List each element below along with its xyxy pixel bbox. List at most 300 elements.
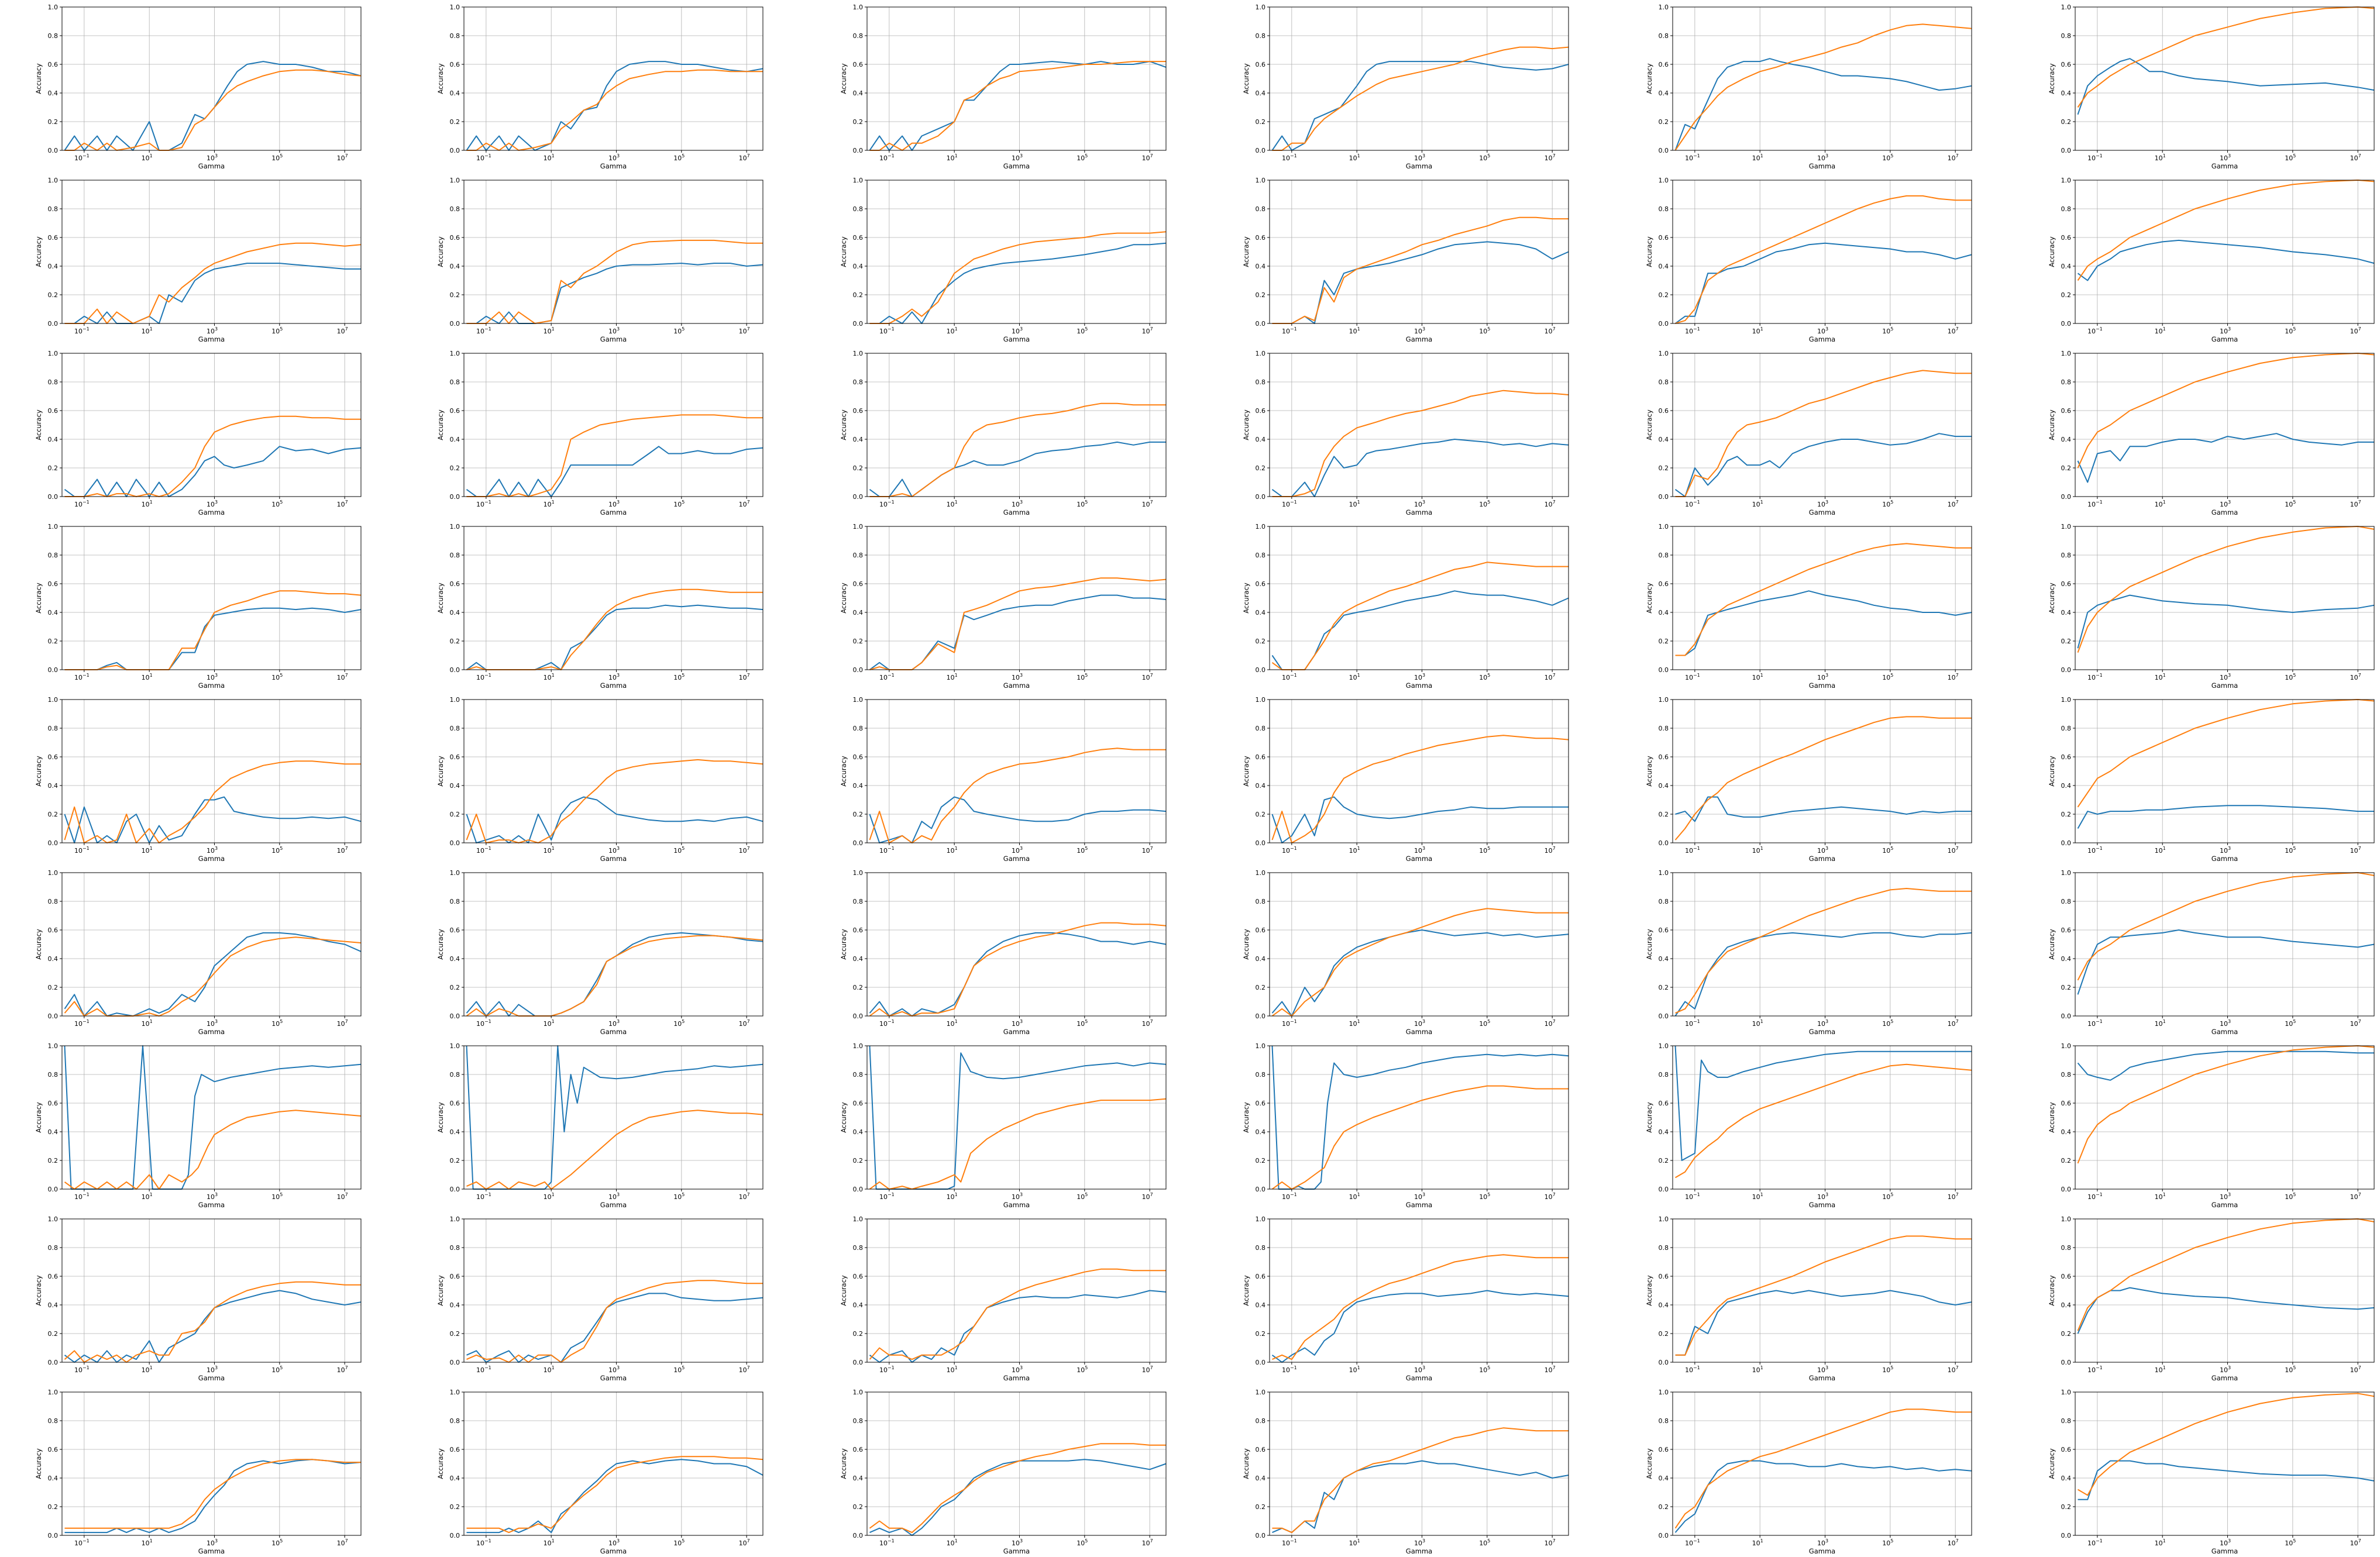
x-tick-exponent: 7 [1955, 1019, 1959, 1024]
y-tick-label: 0.8 [1255, 32, 1265, 40]
y-tick-label: 0.6 [1658, 234, 1669, 242]
y-tick-label: 0.8 [852, 725, 863, 732]
y-tick-label: 0.8 [2061, 552, 2071, 559]
x-tick-label: $10^{-1}$ [476, 1019, 491, 1028]
y-tick-label: 0.6 [47, 580, 58, 588]
axes-frame [464, 1219, 763, 1362]
subplot-r5-c4 [1242, 696, 1569, 863]
x-tick-exponent: 1 [2162, 846, 2166, 851]
x-tick-exponent: 7 [345, 1192, 348, 1197]
x-tick-exponent: 3 [1019, 1019, 1023, 1024]
x-tick-exponent: 5 [1085, 846, 1088, 851]
series-orange-line [65, 70, 362, 150]
x-tick-label: $10^1$ [946, 673, 958, 681]
x-axis-label: Gamma [198, 335, 225, 343]
x-tick-exponent: 7 [2358, 1538, 2361, 1544]
x-tick-label: $10^5$ [1076, 846, 1088, 855]
x-tick-exponent: 3 [1019, 1192, 1023, 1197]
y-tick-label: 0.2 [852, 811, 863, 818]
series-blue-line [2078, 58, 2375, 115]
axes-frame [1270, 1046, 1569, 1189]
y-tick-label: 0.4 [47, 263, 58, 270]
y-tick-label: 0.8 [1255, 1244, 1265, 1252]
y-tick-label: 0.8 [449, 32, 460, 40]
y-tick-label: 0.4 [1255, 955, 1265, 963]
x-tick-exponent: 7 [345, 326, 348, 332]
subplot-r7-c5 [1645, 1042, 1972, 1209]
x-tick-label: $10^7$ [2350, 846, 2361, 855]
y-tick-label: 0.2 [47, 464, 58, 472]
x-tick-label: $10^7$ [1947, 153, 1959, 162]
x-tick-label: $10^{-1}$ [1281, 1019, 1297, 1028]
x-tick-exponent: 3 [1422, 1019, 1426, 1024]
x-tick-label: $10^3$ [608, 500, 620, 508]
x-axis-label: Gamma [2211, 1547, 2238, 1555]
x-axis-label: Gamma [2211, 162, 2238, 170]
x-axis-label: Gamma [1808, 162, 1836, 170]
x-tick-label: $10^1$ [543, 846, 555, 855]
y-tick-label: 0.0 [47, 1012, 58, 1020]
x-tick-label: $10^{-1}$ [74, 500, 90, 508]
x-tick-label: $10^3$ [206, 1192, 218, 1201]
x-tick-exponent: 1 [954, 846, 958, 851]
x-tick-exponent: 1 [551, 1365, 555, 1370]
x-tick-exponent: 7 [1552, 1192, 1556, 1197]
subplot-r9-c1 [35, 1389, 361, 1555]
y-tick-label: 0.4 [47, 955, 58, 963]
y-tick-label: 0.6 [852, 1446, 863, 1453]
y-tick-label: 0.4 [47, 1475, 58, 1482]
x-axis-label: Gamma [600, 508, 627, 516]
x-tick-exponent: 3 [214, 1019, 218, 1024]
x-tick-label: $10^1$ [1349, 500, 1360, 508]
y-axis-label: Accuracy [840, 236, 848, 267]
y-axis-label: Accuracy [2048, 1448, 2056, 1479]
x-tick-exponent: −1 [1289, 153, 1297, 159]
y-tick-label: 0.4 [47, 609, 58, 616]
y-tick-label: 0.6 [1255, 234, 1265, 242]
y-tick-label: 0.0 [1658, 493, 1669, 501]
x-tick-label: $10^{-1}$ [879, 153, 895, 162]
y-tick-label: 0.0 [1255, 147, 1265, 154]
series-blue-line [467, 1459, 763, 1532]
x-axis-label: Gamma [2211, 508, 2238, 516]
x-tick-exponent: 1 [1357, 846, 1360, 851]
y-tick-label: 0.6 [1255, 1273, 1265, 1280]
y-tick-label: 0.8 [852, 205, 863, 213]
y-axis-label: Accuracy [1645, 236, 1653, 267]
x-tick-label: $10^5$ [1882, 153, 1894, 162]
y-tick-label: 0.4 [449, 955, 460, 963]
x-tick-label: $10^7$ [1141, 153, 1153, 162]
y-tick-label: 0.0 [1658, 1012, 1669, 1020]
y-tick-label: 0.8 [2061, 1071, 2071, 1079]
subplot-r7-c1 [35, 1042, 361, 1209]
x-tick-exponent: 7 [747, 846, 750, 851]
x-tick-label: $10^3$ [1413, 326, 1426, 335]
x-axis-label: Gamma [198, 855, 225, 863]
x-tick-exponent: 7 [747, 500, 750, 505]
y-tick-label: 0.6 [1255, 580, 1265, 588]
x-tick-exponent: 7 [345, 1538, 348, 1544]
y-tick-label: 1.0 [2061, 350, 2071, 357]
subplot-r4-c1 [35, 523, 361, 690]
y-tick-label: 0.4 [2061, 1301, 2071, 1309]
y-tick-label: 0.6 [2061, 753, 2071, 761]
y-tick-label: 0.4 [449, 436, 460, 443]
x-tick-label: $10^3$ [1011, 1365, 1023, 1374]
y-tick-label: 0.8 [852, 552, 863, 559]
x-tick-exponent: 5 [682, 326, 685, 332]
y-tick-label: 0.8 [852, 1417, 863, 1425]
series-blue-line [1272, 930, 1569, 1016]
series-orange-line [65, 243, 362, 323]
y-axis-label: Accuracy [2048, 756, 2056, 787]
y-tick-label: 0.0 [2061, 493, 2071, 501]
x-tick-exponent: 7 [2358, 1365, 2361, 1370]
x-tick-exponent: 5 [682, 1192, 685, 1197]
y-tick-label: 0.6 [47, 753, 58, 761]
x-tick-label: $10^3$ [1011, 153, 1023, 162]
y-tick-label: 0.8 [2061, 1244, 2071, 1252]
x-tick-exponent: 1 [149, 1019, 153, 1024]
x-tick-label: $10^3$ [1817, 1365, 1829, 1374]
y-tick-label: 1.0 [852, 1215, 863, 1223]
y-tick-label: 0.8 [47, 205, 58, 213]
x-tick-label: $10^7$ [336, 1365, 348, 1374]
y-tick-label: 0.2 [1658, 1157, 1669, 1165]
x-axis-label: Gamma [1003, 162, 1030, 170]
x-tick-exponent: 3 [616, 846, 620, 851]
x-tick-label: $10^7$ [336, 673, 348, 681]
subplot-r4-c6 [2048, 523, 2374, 690]
x-tick-exponent: 7 [1955, 1365, 1959, 1370]
x-tick-label: $10^1$ [1752, 846, 1763, 855]
x-tick-exponent: 3 [2227, 846, 2231, 851]
x-tick-label: $10^3$ [1413, 1365, 1426, 1374]
y-tick-label: 0.2 [47, 1503, 58, 1511]
y-tick-label: 0.6 [2061, 1273, 2071, 1280]
x-tick-exponent: 3 [2227, 1538, 2231, 1544]
x-tick-exponent: −1 [887, 500, 895, 505]
x-tick-exponent: −1 [1289, 1019, 1297, 1024]
x-tick-exponent: 7 [2358, 500, 2361, 505]
x-tick-exponent: −1 [484, 1019, 491, 1024]
axes-frame [62, 1046, 361, 1189]
series-orange-line [1676, 543, 1972, 655]
y-axis-label: Accuracy [1242, 409, 1250, 440]
x-tick-label: $10^1$ [1349, 153, 1360, 162]
x-tick-label: $10^{-1}$ [1281, 846, 1297, 855]
y-tick-label: 0.6 [1255, 1100, 1265, 1107]
x-tick-exponent: 1 [149, 673, 153, 678]
y-axis-label: Accuracy [840, 756, 848, 787]
y-tick-label: 0.8 [47, 1417, 58, 1425]
x-tick-exponent: 1 [149, 1538, 153, 1544]
y-tick-label: 0.8 [1255, 205, 1265, 213]
axes-frame [464, 873, 763, 1016]
y-tick-label: 0.6 [1255, 1446, 1265, 1453]
series-orange-line [2078, 526, 2375, 653]
x-tick-exponent: 1 [2162, 673, 2166, 678]
y-tick-label: 0.2 [1658, 1503, 1669, 1511]
x-tick-label: $10^3$ [1413, 1019, 1426, 1028]
x-tick-label: $10^3$ [2219, 846, 2231, 855]
x-tick-label: $10^5$ [2285, 326, 2296, 335]
y-axis-label: Accuracy [2048, 583, 2056, 614]
y-axis-label: Accuracy [1645, 1102, 1653, 1133]
x-tick-label: $10^1$ [141, 326, 153, 335]
subplot-r3-c2 [436, 350, 763, 516]
y-tick-label: 0.4 [2061, 609, 2071, 616]
x-tick-exponent: 7 [1552, 673, 1556, 678]
x-tick-exponent: −1 [82, 326, 90, 332]
series-blue-line [467, 797, 763, 843]
x-tick-label: $10^5$ [673, 846, 685, 855]
y-tick-label: 1.0 [449, 1042, 460, 1050]
y-axis-label: Accuracy [436, 236, 445, 267]
y-tick-label: 0.4 [449, 1301, 460, 1309]
x-axis-label: Gamma [600, 1547, 627, 1555]
y-tick-label: 0.2 [852, 118, 863, 126]
x-tick-label: $10^5$ [271, 153, 283, 162]
x-axis-label: Gamma [1405, 1547, 1433, 1555]
x-tick-label: $10^5$ [2285, 500, 2296, 508]
x-tick-label: $10^1$ [946, 326, 958, 335]
x-tick-exponent: 3 [2227, 326, 2231, 332]
y-tick-label: 0.8 [1658, 725, 1669, 732]
y-axis-label: Accuracy [2048, 1102, 2056, 1133]
y-tick-label: 0.6 [449, 1100, 460, 1107]
x-tick-exponent: 3 [1019, 1538, 1023, 1544]
subplot-r4-c4 [1242, 523, 1569, 690]
y-tick-label: 0.4 [852, 782, 863, 790]
subplot-r6-c3 [840, 869, 1166, 1036]
x-tick-exponent: 3 [1825, 326, 1829, 332]
x-tick-label: $10^1$ [1752, 1192, 1763, 1201]
x-axis-label: Gamma [1808, 508, 1836, 516]
x-tick-exponent: 3 [1019, 326, 1023, 332]
x-tick-exponent: 7 [2358, 326, 2361, 332]
axes-frame [464, 180, 763, 323]
y-tick-label: 1.0 [1658, 177, 1669, 184]
x-axis-label: Gamma [1003, 335, 1030, 343]
y-tick-label: 0.4 [1255, 436, 1265, 443]
x-tick-label: $10^5$ [271, 500, 283, 508]
x-tick-exponent: 1 [551, 1019, 555, 1024]
x-tick-label: $10^7$ [738, 1365, 750, 1374]
y-tick-label: 0.8 [449, 205, 460, 213]
axes-frame [867, 1392, 1166, 1535]
x-tick-exponent: 5 [1890, 500, 1894, 505]
x-tick-exponent: 3 [1422, 1538, 1426, 1544]
y-tick-label: 0.8 [1255, 1071, 1265, 1079]
y-tick-label: 0.8 [852, 898, 863, 905]
x-tick-label: $10^{-1}$ [879, 326, 895, 335]
y-tick-label: 1.0 [1658, 696, 1669, 704]
subplot-r1-c4 [1242, 4, 1569, 170]
y-tick-label: 1.0 [1658, 350, 1669, 357]
x-axis-label: Gamma [600, 1028, 627, 1036]
y-tick-label: 0.4 [449, 1128, 460, 1136]
y-tick-label: 0.6 [852, 580, 863, 588]
x-tick-exponent: 3 [1825, 1538, 1829, 1544]
x-tick-exponent: 7 [1150, 1019, 1153, 1024]
x-tick-label: $10^7$ [1544, 500, 1556, 508]
x-tick-label: $10^5$ [1882, 500, 1894, 508]
y-axis-label: Accuracy [2048, 929, 2056, 960]
x-tick-exponent: 1 [1760, 846, 1763, 851]
x-tick-exponent: 5 [1890, 326, 1894, 332]
y-tick-label: 1.0 [1255, 1215, 1265, 1223]
x-tick-label: $10^1$ [543, 500, 555, 508]
x-tick-exponent: 3 [1825, 1019, 1829, 1024]
x-tick-label: $10^{-1}$ [476, 326, 491, 335]
series-orange-line [2078, 1219, 2375, 1331]
x-tick-exponent: −1 [2095, 846, 2103, 851]
y-tick-label: 0.2 [2061, 291, 2071, 299]
y-tick-label: 0.0 [47, 666, 58, 674]
x-tick-label: $10^7$ [2350, 673, 2361, 681]
x-tick-label: $10^1$ [2154, 846, 2166, 855]
x-tick-exponent: 7 [747, 1019, 750, 1024]
y-tick-label: 0.8 [47, 898, 58, 905]
x-tick-exponent: 5 [2293, 1365, 2296, 1370]
y-tick-label: 0.8 [1255, 1417, 1265, 1425]
y-tick-label: 0.4 [1255, 782, 1265, 790]
subplot-r8-c6 [2048, 1215, 2374, 1382]
y-tick-label: 1.0 [449, 696, 460, 704]
y-axis-label: Accuracy [2048, 63, 2056, 94]
subplot-r1-c3 [840, 4, 1166, 170]
y-tick-label: 0.0 [449, 1359, 460, 1366]
y-tick-label: 0.0 [852, 1186, 863, 1193]
x-tick-exponent: 1 [149, 153, 153, 159]
y-axis-label: Accuracy [35, 1448, 43, 1479]
subplot-r5-c5 [1645, 696, 1972, 863]
y-tick-label: 0.2 [449, 638, 460, 645]
x-tick-exponent: 3 [1019, 1365, 1023, 1370]
y-tick-label: 0.6 [449, 926, 460, 934]
y-tick-label: 1.0 [852, 350, 863, 357]
x-tick-exponent: 1 [954, 326, 958, 332]
x-tick-exponent: 3 [2227, 500, 2231, 505]
x-tick-label: $10^5$ [1479, 673, 1491, 681]
x-tick-label: $10^7$ [738, 1538, 750, 1547]
axes-frame [464, 1046, 763, 1189]
y-tick-label: 0.6 [449, 234, 460, 242]
x-tick-exponent: 7 [1552, 1538, 1556, 1544]
x-tick-exponent: 1 [1760, 1538, 1763, 1544]
x-tick-exponent: −1 [82, 153, 90, 159]
x-tick-label: $10^{-1}$ [74, 153, 90, 162]
axes-frame [1673, 180, 1972, 323]
series-blue-line [2078, 805, 2375, 828]
x-tick-label: $10^5$ [1882, 1192, 1894, 1201]
series-blue-line [1272, 1291, 1569, 1363]
y-tick-label: 0.6 [2061, 407, 2071, 415]
x-tick-exponent: 3 [1422, 673, 1426, 678]
y-tick-label: 0.0 [47, 1532, 58, 1539]
x-tick-exponent: 1 [954, 1192, 958, 1197]
x-tick-exponent: 3 [616, 153, 620, 159]
series-orange-line [1676, 370, 1972, 497]
axes-frame [867, 1046, 1166, 1189]
y-tick-label: 1.0 [47, 1389, 58, 1396]
y-axis-label: Accuracy [1645, 756, 1653, 787]
x-tick-label: $10^1$ [946, 153, 958, 162]
x-tick-exponent: 5 [1085, 1538, 1088, 1544]
x-tick-label: $10^3$ [1817, 673, 1829, 681]
axes-frame [867, 180, 1166, 323]
series-blue-line [2078, 1052, 2375, 1080]
x-tick-exponent: 3 [1422, 326, 1426, 332]
y-tick-label: 1.0 [1255, 350, 1265, 357]
y-tick-label: 0.0 [1658, 1359, 1669, 1366]
x-tick-exponent: 7 [1955, 846, 1959, 851]
x-tick-label: $10^{-1}$ [1684, 1538, 1700, 1547]
x-axis-label: Gamma [600, 335, 627, 343]
y-tick-label: 0.4 [449, 89, 460, 97]
x-tick-exponent: 7 [1955, 153, 1959, 159]
y-axis-label: Accuracy [1645, 409, 1653, 440]
x-tick-label: $10^3$ [1817, 500, 1829, 508]
x-tick-label: $10^3$ [608, 326, 620, 335]
axes-frame [62, 700, 361, 843]
series-blue-line [2078, 1461, 2375, 1500]
y-tick-label: 1.0 [1255, 523, 1265, 531]
x-tick-exponent: 1 [1357, 673, 1360, 678]
y-tick-label: 0.8 [1255, 898, 1265, 905]
x-axis-label: Gamma [1405, 681, 1433, 690]
x-tick-label: $10^7$ [336, 846, 348, 855]
y-tick-label: 0.4 [1658, 436, 1669, 443]
x-tick-exponent: 1 [1357, 326, 1360, 332]
x-tick-label: $10^1$ [141, 673, 153, 681]
x-tick-label: $10^3$ [608, 846, 620, 855]
y-tick-label: 0.4 [1658, 1475, 1669, 1482]
y-tick-label: 0.4 [852, 1301, 863, 1309]
y-tick-label: 0.6 [852, 753, 863, 761]
x-tick-exponent: 5 [2293, 673, 2296, 678]
x-tick-exponent: 7 [1150, 326, 1153, 332]
y-axis-label: Accuracy [1242, 1448, 1250, 1479]
axes-frame [1270, 1219, 1569, 1362]
x-tick-label: $10^1$ [543, 1019, 555, 1028]
x-tick-label: $10^1$ [543, 673, 555, 681]
x-tick-label: $10^5$ [1076, 1538, 1088, 1547]
x-tick-label: $10^7$ [2350, 1365, 2361, 1374]
x-tick-exponent: 1 [1760, 673, 1763, 678]
x-tick-exponent: −1 [1289, 326, 1297, 332]
x-tick-label: $10^1$ [946, 1019, 958, 1028]
x-axis-label: Gamma [600, 681, 627, 690]
y-tick-label: 0.6 [1255, 61, 1265, 68]
series-blue-line [65, 1046, 362, 1189]
y-tick-label: 0.2 [449, 1330, 460, 1338]
y-tick-label: 0.8 [852, 378, 863, 386]
x-tick-label: $10^3$ [206, 326, 218, 335]
x-tick-label: $10^5$ [2285, 846, 2296, 855]
x-tick-exponent: 1 [149, 846, 153, 851]
x-tick-exponent: 1 [551, 326, 555, 332]
x-tick-exponent: 1 [149, 500, 153, 505]
y-tick-label: 0.4 [2061, 1475, 2071, 1482]
series-orange-line [467, 1456, 763, 1532]
x-tick-exponent: −1 [1693, 326, 1700, 332]
y-tick-label: 0.2 [1255, 118, 1265, 126]
axes-frame [2075, 1046, 2374, 1189]
